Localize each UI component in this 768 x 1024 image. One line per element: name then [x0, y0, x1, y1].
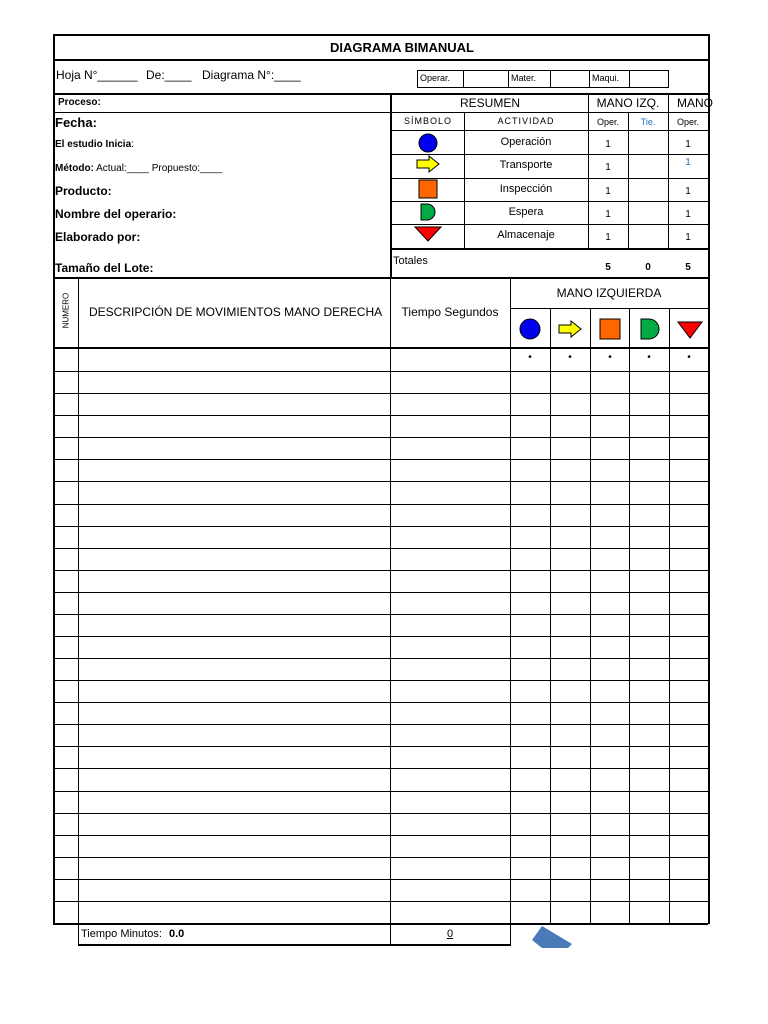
diagrama-field[interactable]: Diagrama N°:____: [202, 68, 301, 82]
mater-value-box[interactable]: [550, 70, 590, 88]
resumen-izq-oper: 1: [605, 209, 611, 220]
row-line: [53, 901, 708, 902]
mater-label: Mater.: [511, 73, 537, 83]
mano-der-title: MANO: [677, 96, 713, 110]
maqui-label: Maqui.: [592, 73, 620, 83]
title-divider: [53, 59, 708, 61]
tiempo-minutos-row: [81, 928, 184, 940]
resumen-rows-bottom: [390, 248, 708, 250]
resumen-actividad: Almacenaje: [497, 229, 555, 241]
row-line: [53, 570, 708, 571]
resumen-row-line: [390, 178, 708, 179]
proceso-underline: [53, 112, 390, 113]
square-icon: [392, 179, 464, 199]
table-row[interactable]: [55, 371, 708, 393]
estudio-text: El estudio Inicia: [55, 139, 132, 150]
resumen-row-line: [390, 154, 708, 155]
resumen-der-oper: 1: [685, 157, 691, 168]
table-row[interactable]: [55, 636, 708, 658]
segundos-total: 0: [446, 928, 454, 940]
resumen-der-oper: 1: [685, 139, 691, 150]
row-line: [53, 526, 708, 527]
tiempo-minutos-value: 0.0: [168, 928, 185, 940]
row-line: [53, 548, 708, 549]
table-row[interactable]: [55, 857, 708, 879]
corner-shape-icon: [528, 924, 572, 948]
resumen-izq-oper: 1: [605, 162, 611, 173]
footer-right-border: [510, 923, 511, 946]
total-der-oper: 5: [685, 262, 691, 273]
table-row[interactable]: [55, 791, 708, 813]
table-bottom: [53, 923, 708, 925]
total-izq-tie: 0: [645, 262, 651, 273]
row-line: [53, 680, 708, 681]
estudio-label: [55, 139, 134, 150]
table-row[interactable]: [55, 614, 708, 636]
izq-tie-border: [628, 112, 629, 249]
operar-value-box[interactable]: [463, 70, 509, 88]
row-line: [53, 724, 708, 725]
row-line: [53, 813, 708, 814]
resumen-actividad: Operación: [500, 136, 552, 148]
descripcion-header: DESCRIPCIÓN DE MOVIMIENTOS MANO DERECHA: [89, 305, 383, 319]
row-line: [53, 746, 708, 747]
table-row[interactable]: [55, 459, 708, 481]
d-shape-icon: [392, 202, 464, 222]
resumen-izq-oper: 1: [605, 232, 611, 243]
symbol-dot: •: [528, 352, 532, 363]
izq-tie-header: Tie.: [640, 117, 656, 127]
resumen-header-bottom: [390, 130, 708, 131]
resumen-der-oper: 1: [685, 209, 691, 220]
resumen-actividad: Espera: [508, 206, 544, 218]
table-row[interactable]: [55, 526, 708, 548]
simbolo-header: SÍMBOLO: [403, 116, 452, 126]
izq-oper-header: Oper.: [596, 117, 619, 127]
table-row[interactable]: [55, 592, 708, 614]
row-line: [53, 459, 708, 460]
row-line: [53, 504, 708, 505]
table-row[interactable]: [55, 768, 708, 790]
mano-izq-title: MANO IZQ.: [596, 96, 660, 110]
circle-icon: [518, 317, 542, 341]
table-row[interactable]: [55, 680, 708, 702]
lote-label: Tamaño del Lote:: [55, 261, 154, 275]
symbol-dot: •: [647, 352, 651, 363]
frame-top: [53, 34, 708, 36]
table-row[interactable]: [55, 835, 708, 857]
row-line: [53, 879, 708, 880]
numero-header: NUMERO: [61, 292, 71, 329]
table-row[interactable]: [55, 415, 708, 437]
row-line: [53, 636, 708, 637]
elaborado-label: Elaborado por:: [55, 230, 141, 244]
estudio-colon: :: [131, 139, 134, 150]
resumen-der-oper: 1: [685, 186, 691, 197]
row-line: [53, 393, 708, 394]
row-line: [53, 592, 708, 593]
info-bottom-line: [53, 277, 708, 279]
circle-icon: [392, 132, 464, 154]
resumen-actividad: Transporte: [499, 159, 553, 171]
der-oper-header: Oper.: [676, 117, 699, 127]
tiempo-header: Tiempo Segundos: [401, 305, 499, 319]
resumen-subheader-line: [390, 112, 708, 113]
arrow-icon: [392, 155, 464, 173]
tiempo-minutos-label: Tiempo Minutos:: [81, 928, 162, 940]
resumen-izq-oper: 1: [605, 186, 611, 197]
square-icon: [599, 318, 621, 340]
operario-label: Nombre del operario:: [55, 207, 177, 221]
symbol-dot: •: [687, 352, 691, 363]
metodo-label: Método:: [55, 163, 94, 174]
d-shape-icon: [639, 317, 661, 341]
producto-label: Producto:: [55, 184, 112, 198]
row-line: [53, 791, 708, 792]
de-field[interactable]: De:____: [146, 68, 192, 82]
resumen-izq-oper: 1: [605, 139, 611, 150]
row-line: [53, 415, 708, 416]
row-line: [53, 658, 708, 659]
table-row[interactable]: [55, 724, 708, 746]
total-izq-oper: 5: [605, 262, 611, 273]
symbol-dot: •: [608, 352, 612, 363]
mano-izquierda-header: MANO IZQUIERDA: [556, 286, 662, 300]
symbol-dot: •: [568, 352, 572, 363]
row-line: [53, 371, 708, 372]
resumen-der-oper: 1: [685, 232, 691, 243]
metodo-row: [55, 163, 222, 174]
row-line: [53, 835, 708, 836]
table-row[interactable]: [55, 879, 708, 901]
row-line: [53, 857, 708, 858]
triangle-icon: [676, 320, 704, 340]
mano-izquierda-divider: [510, 308, 708, 309]
table-row[interactable]: [55, 548, 708, 570]
hoja-field[interactable]: Hoja N°______: [56, 68, 138, 82]
resumen-row-line: [390, 224, 708, 225]
resumen-row-line: [390, 201, 708, 202]
table-row[interactable]: [55, 437, 708, 459]
fecha-label: Fecha:: [55, 115, 97, 130]
row-line: [53, 481, 708, 482]
table-row[interactable]: [55, 658, 708, 680]
resumen-actividad: Inspección: [499, 183, 553, 195]
totales-label: Totales: [393, 255, 428, 267]
table-row[interactable]: [55, 702, 708, 724]
arrow-icon: [557, 320, 583, 338]
table-row[interactable]: [55, 504, 708, 526]
table-row[interactable]: [55, 813, 708, 835]
header-divider: [53, 93, 708, 95]
resumen-title: RESUMEN: [459, 96, 520, 110]
table-row[interactable]: [55, 570, 708, 592]
proceso-label: Proceso:: [58, 97, 101, 108]
table-row[interactable]: [55, 481, 708, 503]
actividad-header: ACTIVIDAD: [497, 116, 555, 126]
metodo-options[interactable]: Actual:____ Propuesto:____: [96, 163, 223, 174]
operar-label: Operar.: [420, 73, 451, 83]
row-line: [53, 768, 708, 769]
table-row[interactable]: [55, 393, 708, 415]
row-line: [53, 702, 708, 703]
maqui-value-box[interactable]: [629, 70, 669, 88]
row-line: [53, 614, 708, 615]
footer-bottom: [78, 944, 511, 946]
page-title: DIAGRAMA BIMANUAL: [330, 40, 474, 55]
table-row[interactable]: [55, 901, 708, 923]
row-line: [53, 437, 708, 438]
frame-right: [708, 34, 710, 924]
triangle-icon: [392, 225, 464, 243]
table-row[interactable]: [55, 746, 708, 768]
